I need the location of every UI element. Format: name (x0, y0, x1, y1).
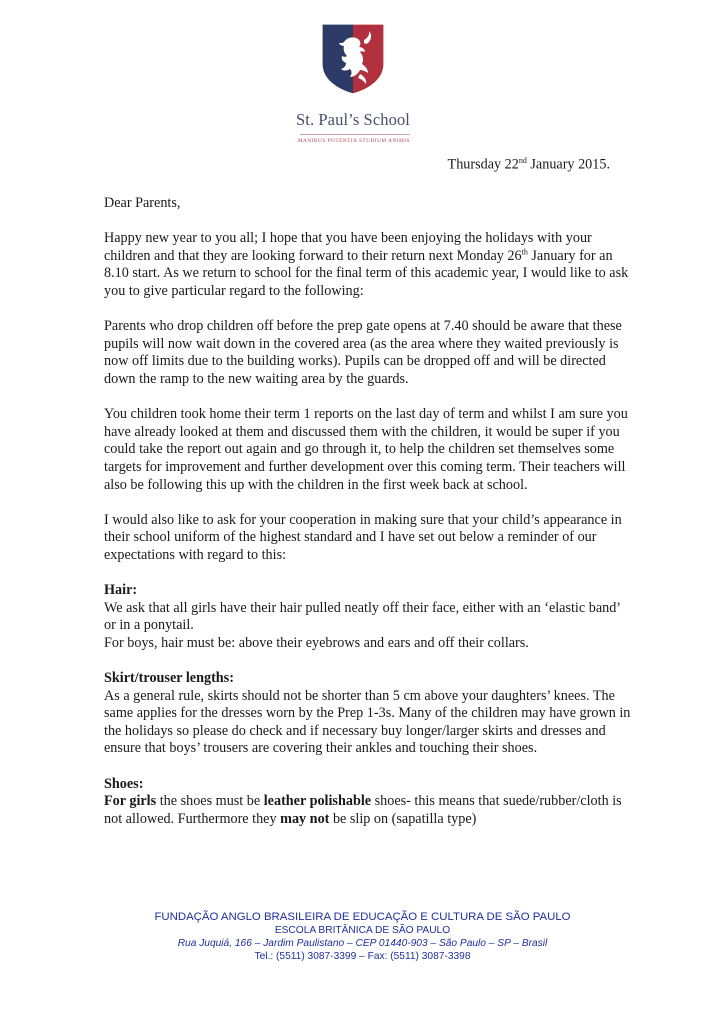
footer-school: ESCOLA BRITÂNICA DE SÃO PAULO (274, 925, 451, 936)
school-motto: MANIBUS POTENTIA STUDIUM ANIMIS (297, 138, 410, 144)
greeting: Dear Parents, (104, 195, 181, 211)
section-heading-hair: Hair: (104, 582, 138, 599)
footer-phone: Tel.: (5511) 3087-3399 – Fax: (5511) 3087-3398 (254, 951, 471, 962)
footer-foundation: FUNDAÇÃO ANGLO BRASILEIRA DE EDUCAÇÃO E CULTURA DE SÃO PAULO (154, 911, 571, 923)
letter-body (104, 195, 634, 828)
shoes-text: For girls the shoes must be leather polishable shoes- this means that suede/rubber/cloth is not allowed. Furthermore they may not be slip on (sapatilla type) (104, 793, 622, 827)
section-heading-shoes: Shoes: (104, 775, 144, 792)
hair-girls-text: We ask that all girls have their hair pulled neatly off their face, either with an ‘elastic band’ or in a ponytail. (104, 599, 620, 634)
paragraph-drop-off: Parents who drop children off before the prep gate opens at 7.40 should be aware that these pupils will now wait down in the covered area (as the area where they waited previously is now off limits due to the building works). Pupils can be dropped off and will be directed down the ramp to the new waiting area by the guards. (104, 318, 622, 387)
footer-address: Rua Juquiá, 166 – Jardim Paulistano – CEP 01440-903 – São Paulo – SP – Brasil (177, 938, 548, 949)
section-heading-skirt: Skirt/trouser lengths: (104, 670, 234, 687)
paragraph-uniform: I would also like to ask for your cooperation in making sure that your child’s appearance in their school uniform of the highest standard and I have set out below a reminder of our expectations with regard to this: (104, 511, 622, 563)
skirt-text: As a general rule, skirts should not be shorter than 5 cm above your daughters’ knees. The same applies for the dresses worn by the Prep 1-3s. Many of the children may have grown in the holidays so please do check and if necessary buy longer/larger skirts and dresses and ensure that boys’ trousers are covering their ankles and touching their shoes. (104, 687, 631, 757)
school-name: St. Paul’s School (295, 110, 410, 129)
hair-boys-text: For boys, hair must be: above their eyebrows and ears and off their collars. (104, 634, 529, 651)
letterhead-divider (300, 134, 410, 135)
letter-date: Thursday 22nd January 2015. (447, 156, 610, 173)
school-crest-logo (320, 22, 386, 96)
paragraph-reports: You children took home their term 1 reports on the last day of term and whilst I am sure you have already looked at them and discussed them with the children, it would be super if you could take the report out again and go through it, to help the children set themselves some targets for improvement and further development over this coming term. Their teachers will also be following this up with the children in the first week back at school. (104, 406, 628, 493)
letter-footer (0, 910, 725, 963)
paragraph-intro: Happy new year to you all; I hope that you have been enjoying the holidays with your children and that they are looking forward to their return next Monday 26th January for an 8.10 start. As we return to school for the final term of this academic year, I would like to ask you to give particular regard to the following: (104, 230, 629, 299)
